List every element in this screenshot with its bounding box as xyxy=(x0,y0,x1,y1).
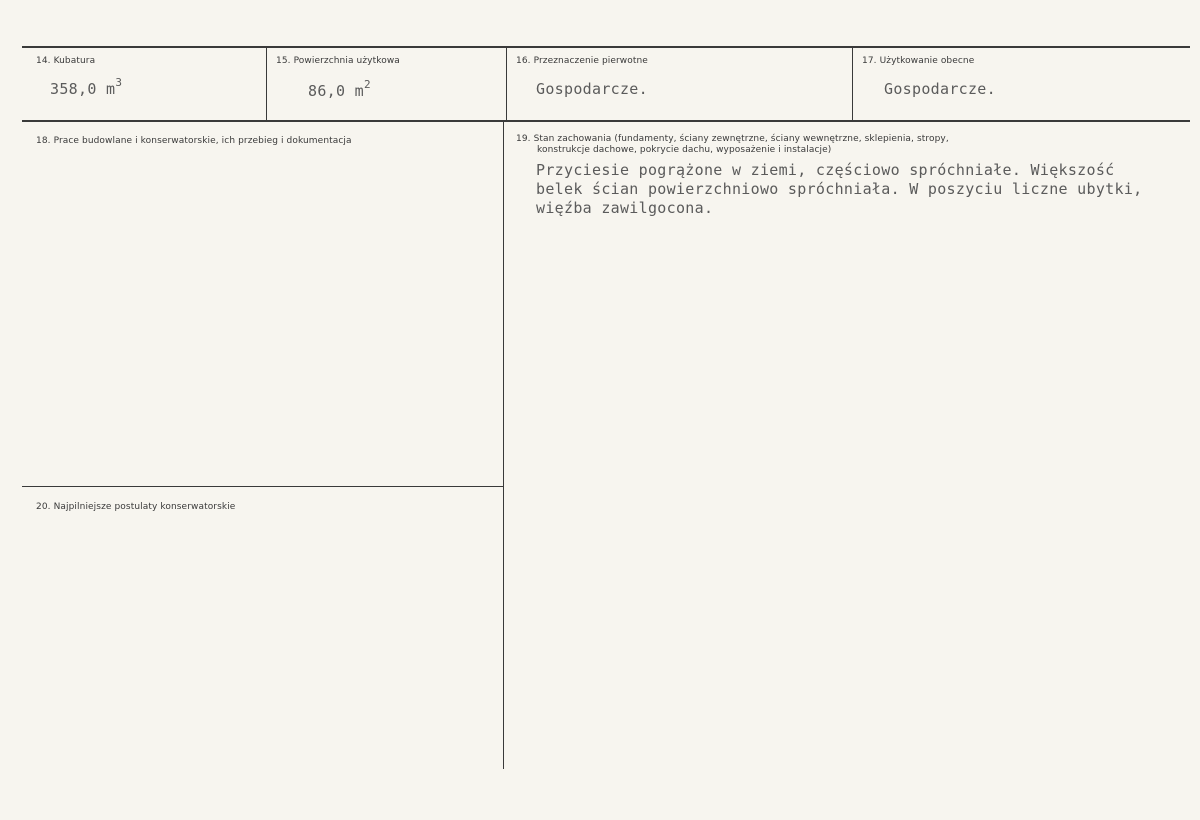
field-19-text-line3: więźba zawilgocona. xyxy=(536,199,714,217)
field-14-unit-exponent: 3 xyxy=(115,76,123,89)
field-18-label: 18. Prace budowlane i konserwatorskie, ich przebieg i dokumentacja xyxy=(36,136,352,146)
field-14-label: 14. Kubatura xyxy=(36,56,96,66)
field-15-unit-exponent: 2 xyxy=(364,78,371,91)
field-19-label-line1: 19. Stan zachowania (fundamenty, ściany zewnętrzne, ściany wewnętrzne, sklepienia, stropy, xyxy=(516,134,949,144)
divider-18-20 xyxy=(22,486,503,487)
field-15-value xyxy=(308,80,371,100)
field-19-text-line1: Przyciesie pogrążone w ziemi, częściowo spróchniałe. Większość xyxy=(536,161,1115,179)
field-15-label: 15. Powierzchnia użytkowa xyxy=(276,56,400,66)
field-16-label: 16. Przeznaczenie pierwotne xyxy=(516,56,648,66)
field-14-number: 358,0 m xyxy=(50,80,116,98)
field-19-label-line2: konstrukcje dachowe, pokrycie dachu, wyposażenie i instalacje) xyxy=(537,145,832,155)
field-19-text-line2: belek ścian powierzchniowo spróchniała. W poszyciu liczne ubytki, xyxy=(536,180,1143,198)
main-vertical-divider xyxy=(503,121,504,769)
field-16-value: Gospodarcze. xyxy=(536,80,648,98)
field-15-number: 86,0 m xyxy=(308,82,364,100)
field-17-value: Gospodarcze. xyxy=(884,80,996,98)
field-20-label: 20. Najpilniejsze postulaty konserwatorskie xyxy=(36,502,236,512)
top-rule xyxy=(22,46,1190,48)
divider-16-17 xyxy=(852,47,853,121)
header-divider xyxy=(22,120,1190,122)
divider-14-15 xyxy=(266,47,267,121)
divider-15-16 xyxy=(506,47,507,121)
field-14-value xyxy=(50,78,122,98)
field-17-label: 17. Użytkowanie obecne xyxy=(862,56,975,66)
